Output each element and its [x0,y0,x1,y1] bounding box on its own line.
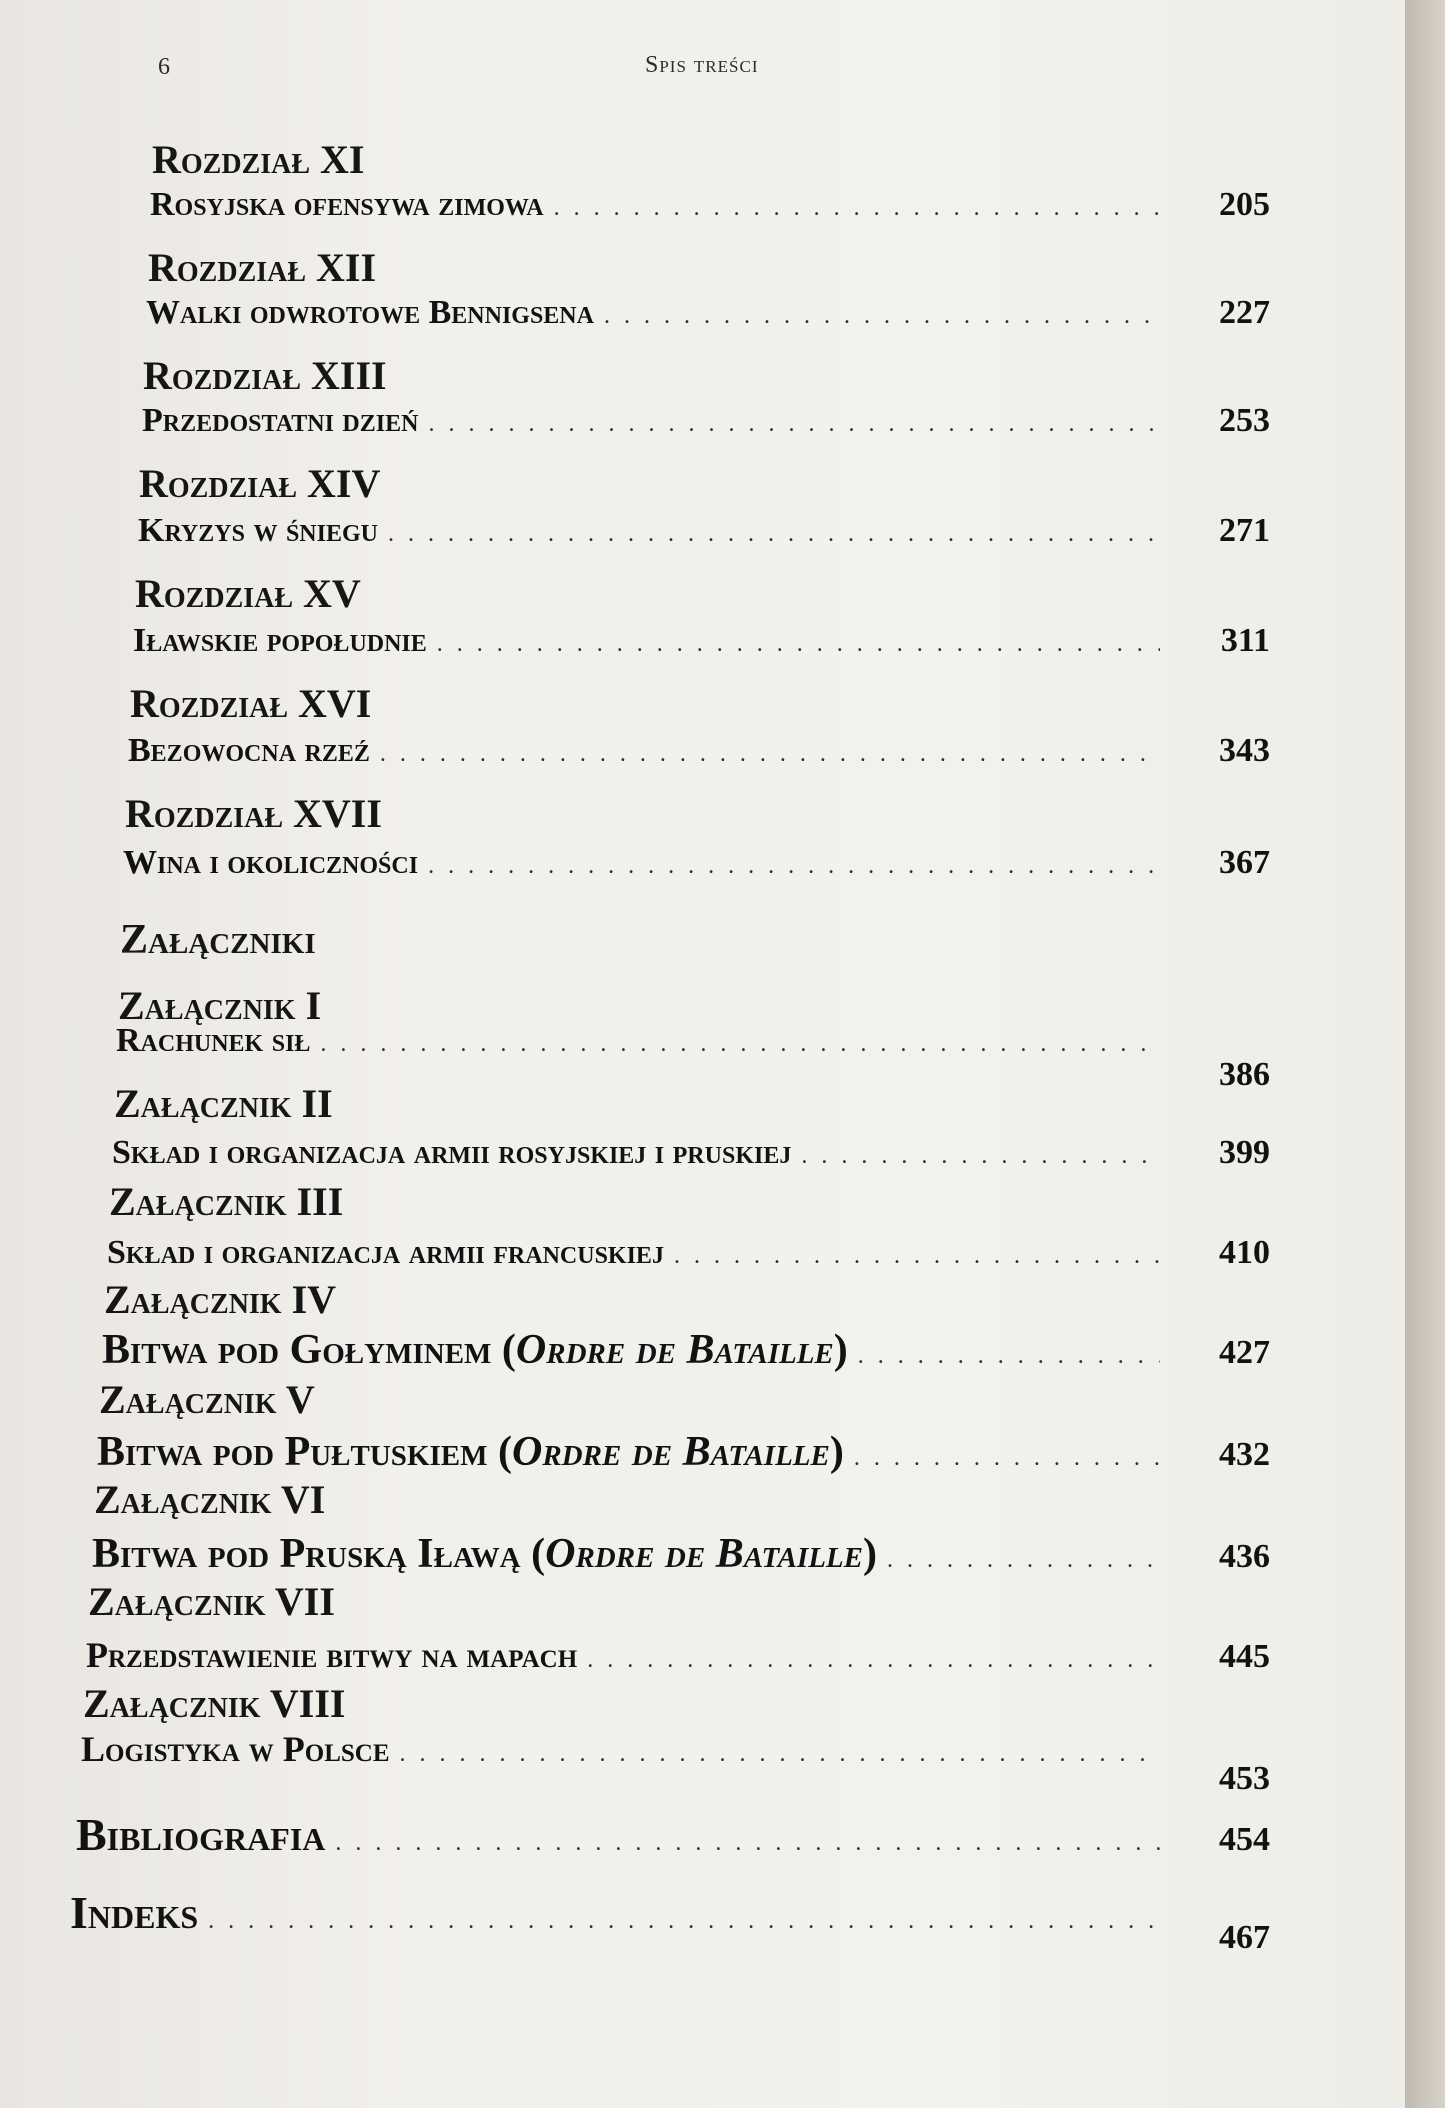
entry-title: Przedostatni dzień [142,402,419,439]
toc-entry-bibliography [76,1808,1270,1861]
appendix-heading: Załącznik VIII [83,1681,346,1726]
entry-page: 427 [1219,1334,1270,1371]
dot-leader [554,195,1160,222]
appendix-heading: Załącznik VI [94,1477,326,1522]
entry-page: 454 [1219,1821,1270,1858]
toc-entry [92,1530,1270,1578]
toc-entry [142,402,1270,440]
dot-leader [320,1031,1160,1058]
entry-title: Bitwa pod Gołyminem (Ordre de Bataille) [102,1327,848,1373]
entry-page: 410 [1219,1234,1270,1271]
entry-page: 253 [1219,402,1270,439]
dot-leader [858,1343,1160,1370]
chapter-heading: Rozdział XIV [139,461,381,506]
entry-title: Skład i organizacja armii francuskiej [107,1234,664,1271]
entry-title: Kryzys w śniegu [138,512,378,549]
dot-leader [428,853,1160,880]
dot-leader [208,1908,1160,1935]
entry-page: 227 [1219,294,1270,331]
entry-page: 445 [1219,1638,1270,1675]
appendix-heading: Załącznik II [114,1081,333,1126]
toc-entry [86,1634,1270,1676]
dot-leader [428,411,1160,438]
appendix-heading: Załącznik IV [104,1277,337,1322]
toc-entry-index [70,1886,1270,1956]
entry-title: Skład i organizacja armii rosyjskiej i pruskiej [112,1134,792,1171]
dot-leader [335,1830,1160,1857]
appendix-heading: Załącznik VII [88,1579,335,1624]
toc-entry [112,1134,1270,1172]
dot-leader [388,521,1160,548]
toc-entry [97,1428,1270,1476]
entry-page: 436 [1219,1538,1270,1575]
entry-title-italic: Ordre de Bataille [515,1327,834,1373]
dot-leader [400,1741,1160,1768]
entry-page: 367 [1219,844,1270,881]
dot-leader [380,741,1160,768]
entry-title-italic: Ordre de Bataille [511,1429,830,1475]
toc-entry [133,622,1270,660]
appendix-heading: Załącznik I [118,983,322,1028]
entry-title: Przedstawienie bitwy na mapach [86,1635,578,1675]
entry-title: Wina i okoliczności [123,844,419,881]
running-title: Spis treści [645,52,759,78]
chapter-heading: Rozdział XI [152,137,365,182]
entry-page: 467 [1219,1919,1270,1956]
entry-page: 271 [1219,512,1270,549]
entry-page: 311 [1220,622,1270,659]
entry-title: Indeks [70,1887,199,1938]
entry-title: Logistyka w Polsce [81,1729,390,1769]
page-number: 6 [158,54,170,80]
appendix-heading: Załącznik III [109,1179,344,1224]
entry-title-italic: Ordre de Bataille [545,1531,863,1577]
book-edge [1405,0,1445,2108]
chapter-heading: Rozdział XVII [125,791,382,836]
dot-leader [801,1143,1160,1170]
entry-title: Rachunek sił [116,1022,311,1059]
entry-title: Bibliografia [76,1809,326,1860]
dot-leader [604,303,1160,330]
entry-title: Bitwa pod Pułtuskiem (Ordre de Bataille) [97,1429,844,1475]
toc-entry [123,844,1270,882]
toc-entry [138,512,1270,550]
toc-entry [128,732,1270,770]
appendices-heading: Załączniki [120,917,316,963]
entry-page: 432 [1219,1436,1270,1473]
dot-leader [437,631,1160,658]
entry-page: 453 [1219,1760,1270,1797]
chapter-heading: Rozdział XVI [130,681,372,726]
entry-title: Rosyjska ofensywa zimowa [150,186,544,223]
chapter-heading: Rozdział XII [148,245,377,290]
entry-page: 205 [1219,186,1270,223]
entry-title: Bezowocna rzeź [128,732,370,769]
entry-title: Iławskie popołudnie [133,622,427,659]
appendix-heading: Załącznik V [99,1377,315,1422]
toc-entry [107,1234,1270,1272]
toc-entry [146,294,1270,332]
toc-entry [150,186,1270,224]
dot-leader [854,1445,1160,1472]
dot-leader [587,1647,1160,1674]
dot-leader [887,1547,1160,1574]
entry-title: Walki odwrotowe Bennigsena [146,294,594,331]
entry-page: 343 [1219,732,1270,769]
toc-entry [81,1728,1270,1797]
entry-page: 386 [1219,1056,1270,1093]
dot-leader [674,1243,1160,1270]
toc-entry [102,1326,1270,1374]
toc-entry [116,1022,1270,1093]
chapter-heading: Rozdział XIII [143,353,387,398]
chapter-heading: Rozdział XV [135,571,361,616]
entry-page: 399 [1219,1134,1270,1171]
entry-title: Bitwa pod Pruską Iławą (Ordre de Bataille) [92,1531,877,1577]
